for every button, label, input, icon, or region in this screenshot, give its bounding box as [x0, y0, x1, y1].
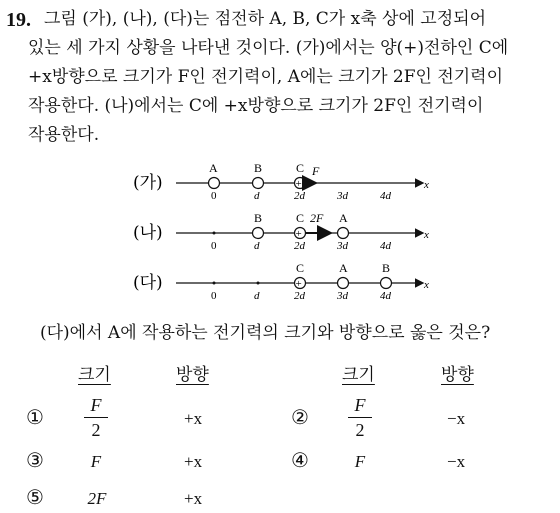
origin-dot-da	[213, 282, 216, 285]
plus-sign-ga: +	[295, 178, 302, 190]
choice-5-direction: +x	[184, 489, 203, 508]
fraction-bar	[348, 417, 372, 418]
header-direction-left: 방향	[176, 365, 209, 385]
choice-2-magnitude	[348, 395, 372, 440]
question-prompt: (다)에서 A에 작용하는 전기력의 크기와 방향으로 옳은 것은?	[40, 323, 491, 343]
choice-4-number[interactable]: ④	[291, 448, 309, 472]
charge-a-ga	[209, 178, 220, 189]
question-stem-line-4: 작용한다. (나)에서는 C에 +x방향으로 크기가 2F인 전기력이	[28, 96, 484, 116]
tick-3d-da: 3d	[337, 290, 348, 302]
row-na	[133, 211, 429, 252]
charge-label-c-ga: C	[296, 161, 305, 175]
header-direction-right: 방향	[441, 365, 474, 385]
choice-2-magnitude-numerator: F	[354, 395, 366, 415]
row-da	[133, 261, 429, 302]
choice-1-magnitude-denominator: 2	[91, 420, 101, 440]
axis-label-na: x	[424, 229, 429, 241]
question-stem-line-2: 있는 세 가지 상황을 나타낸 것이다. (가)에서는 양(+)전하인 C에	[28, 38, 509, 58]
row-ga	[133, 161, 429, 202]
charge-b-ga	[253, 178, 264, 189]
charge-b-na	[253, 228, 264, 239]
choice-4-magnitude: F	[354, 452, 366, 471]
choice-1-magnitude	[84, 395, 108, 440]
question-stem-line-5: 작용한다.	[28, 125, 100, 145]
charge-a-da	[338, 278, 349, 289]
tick-3d-ga: 3d	[337, 190, 348, 202]
choice-1-direction: +x	[184, 409, 203, 428]
tick-d-na: d	[254, 240, 260, 252]
tick-0-da: 0	[211, 290, 217, 302]
row-label-na: (나)	[133, 223, 163, 243]
choice-1-number[interactable]: ①	[26, 405, 44, 429]
choice-3-magnitude: F	[90, 452, 102, 471]
plus-sign-da: +	[295, 278, 302, 290]
charge-label-c-da: C	[296, 261, 305, 275]
choice-3-direction: +x	[184, 452, 203, 471]
origin-dot-na	[213, 232, 216, 235]
plus-sign-na: +	[295, 228, 302, 240]
tick-0-ga: 0	[211, 190, 217, 202]
tick-3d-na: 3d	[337, 240, 348, 252]
tick-0-na: 0	[211, 240, 217, 252]
choice-2-number[interactable]: ②	[291, 405, 309, 429]
choice-2-magnitude-denominator: 2	[355, 420, 365, 440]
charge-label-b-na: B	[254, 211, 263, 225]
row-label-ga: (가)	[133, 173, 163, 193]
question-stem-line-3: +x방향으로 크기가 F인 전기력이, A에는 크기가 2F인 전기력이	[28, 67, 504, 87]
choice-5-magnitude: 2F	[87, 489, 107, 508]
charge-label-b-da: B	[382, 261, 391, 275]
charge-a-na	[338, 228, 349, 239]
charge-label-c-na: C	[296, 211, 305, 225]
tick-4d-da: 4d	[380, 290, 391, 302]
row-label-da: (다)	[133, 273, 163, 293]
charge-b-da	[381, 278, 392, 289]
tick-2d-ga: 2d	[294, 190, 305, 202]
question-stem-line-1: 그림 (가), (나), (다)는 점전하 A, B, C가 x축 상에 고정되어	[44, 9, 486, 29]
header-magnitude-right: 크기	[342, 365, 375, 385]
fraction-bar	[84, 417, 108, 418]
charge-label-a-ga: A	[209, 161, 218, 175]
tick-2d-da: 2d	[294, 290, 305, 302]
tick-2d-na: 2d	[294, 240, 305, 252]
charge-label-a-na: A	[339, 211, 348, 225]
tick-4d-na: 4d	[380, 240, 391, 252]
charge-label-a-da: A	[339, 261, 348, 275]
force-label-na: 2F	[310, 211, 324, 225]
choice-4-direction: −x	[447, 452, 466, 471]
choice-5-number[interactable]: ⑤	[26, 485, 44, 509]
tick-d-da: d	[254, 290, 260, 302]
question-number: 19.	[6, 9, 31, 31]
charge-label-b-ga: B	[254, 161, 263, 175]
axis-label-ga: x	[424, 179, 429, 191]
d-dot-da	[257, 282, 260, 285]
header-magnitude-left: 크기	[78, 365, 111, 385]
choice-1-magnitude-numerator: F	[90, 395, 102, 415]
axis-label-da: x	[424, 279, 429, 291]
tick-4d-ga: 4d	[380, 190, 391, 202]
choice-3-number[interactable]: ③	[26, 448, 44, 472]
choice-2-direction: −x	[447, 409, 466, 428]
force-label-ga: F	[312, 164, 320, 178]
tick-d-ga: d	[254, 190, 260, 202]
